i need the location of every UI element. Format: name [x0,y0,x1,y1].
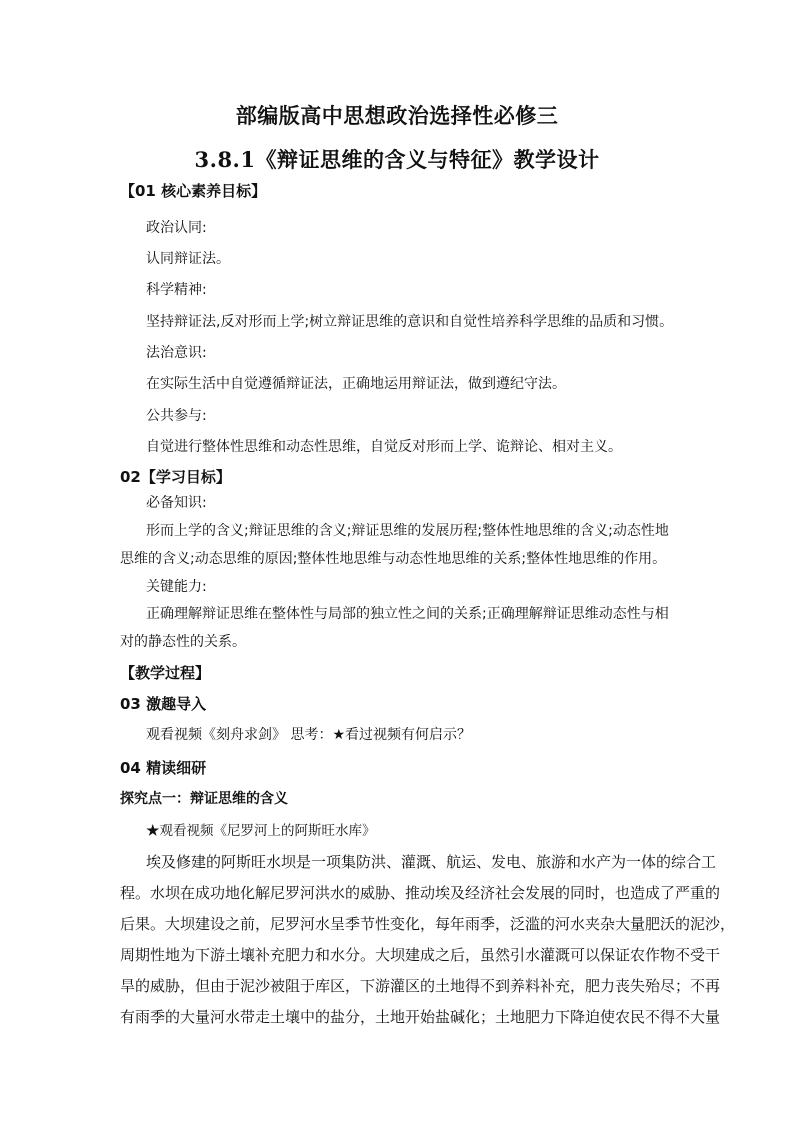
text-line: ★观看视频《尼罗河上的阿斯旺水库》 [146,823,376,839]
section-heading-learning-goals: 02【学习目标】 [120,468,231,486]
section-heading-core-goals: 【01 核心素养目标】 [120,182,267,200]
paragraph-line: 埃及修建的阿斯旺水坝是一项集防洪、灌溉、航运、发电、旅游和水产为一体的综合工 [146,853,717,871]
text-line: 观看视频《刻舟求剑》 思考：★看过视频有何启示？ [146,727,471,743]
text-line: 关键能力: [146,579,207,595]
text-line: 认同辩证法。 [146,251,230,267]
paragraph-line: 旱的威胁，但由于泥沙被阻于库区，下游灌区的土地得不到养料补充，肥力丧失殆尽；不再 [120,977,721,995]
text-line: 科学精神: [146,282,207,298]
text-line: 在实际生活中自觉遵循辩证法，正确地运用辩证法，做到遵纪守法。 [146,376,566,392]
section-heading-study: 04 精读细研 [120,759,207,777]
paragraph-line: 周期性地为下游土壤补充肥力和水分。大坝建成之后，虽然引水灌溉可以保证农作物不受干 [120,946,721,964]
paragraph-line: 程。水坝在成功地化解尼罗河洪水的威胁、推动埃及经济社会发展的同时，也造成了严重的 [120,884,721,902]
text-line: 坚持辩证法,反对形而上学;树立辩证思维的意识和自觉性培养科学思维的品质和习惯。 [146,314,674,330]
text-line: 形而上学的含义;辩证思维的含义;辩证思维的发展历程;整体性地思维的含义;动态性地 [146,523,669,539]
subheading-explore-point: 探究点一：辩证思维的含义 [120,791,288,807]
paragraph-line: 后果。大坝建设之前，尼罗河水呈季节性变化，每年雨季，泛滥的河水夹杂大量肥沃的泥沙， [120,915,736,933]
text-line: 正确理解辩证思维在整体性与局部的独立性之间的关系;正确理解辩证思维动态性与相 [146,606,669,622]
text-line: 思维的含义;动态思维的原因;整体性地思维与动态性地思维的关系;整体性地思维的作用。 [120,551,667,567]
paragraph-line: 有雨季的大量河水带走土壤中的盐分，土地开始盐碱化；土地肥力下降迫使农民不得不大量 [120,1008,721,1026]
text-line: 对的静态性的关系。 [120,634,246,650]
text-line: 公共参与: [146,408,207,424]
text-line: 政治认同: [146,220,207,236]
document-title: 部编版高中思想政治选择性必修三 [235,103,559,128]
section-heading-teaching-process: 【教学过程】 [120,664,211,682]
document-subtitle: 3.8.1《辩证思维的含义与特征》教学设计 [194,147,600,172]
text-line: 必备知识: [146,495,207,511]
text-line: 法治意识: [146,345,207,361]
text-line: 自觉进行整体性思维和动态性思维，自觉反对形而上学、诡辩论、相对主义。 [146,439,622,455]
section-heading-intro: 03 激趣导入 [120,695,207,713]
